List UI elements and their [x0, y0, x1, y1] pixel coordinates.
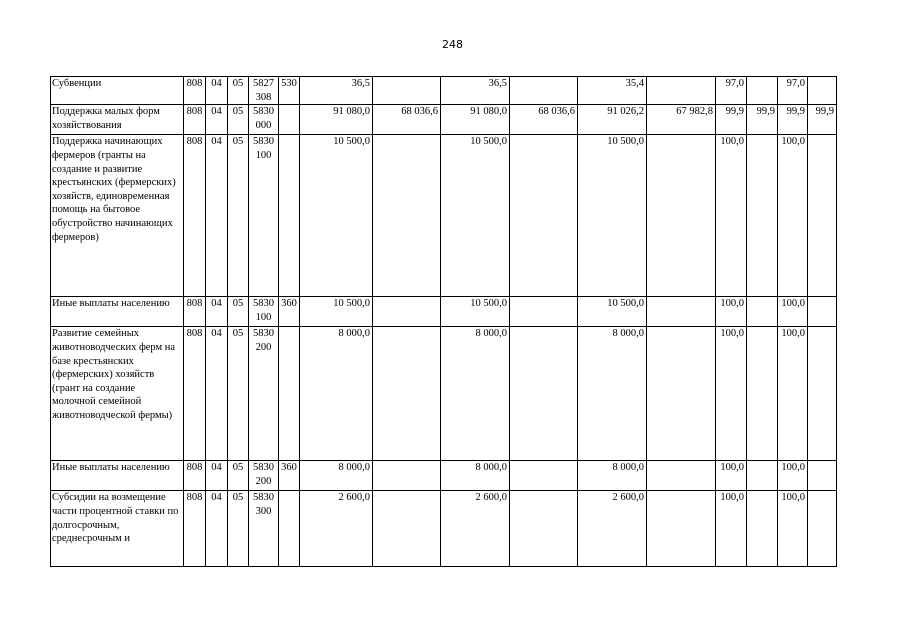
value-cell: 10 500,0	[300, 135, 373, 297]
rz-code: 04	[206, 135, 228, 297]
gr-code: 808	[184, 461, 206, 491]
pr-code: 05	[228, 105, 249, 135]
table-row	[51, 135, 837, 297]
gr-code: 808	[184, 491, 206, 567]
gr-code: 808	[184, 135, 206, 297]
row-name: Субсидии на возмещение части процентной ставки по долгосрочным, среднесрочным и	[51, 491, 184, 567]
value-cell	[647, 491, 716, 567]
percent-cell: 100,0	[716, 491, 747, 567]
table-row	[51, 77, 837, 105]
value-cell: 10 500,0	[441, 135, 510, 297]
percent-cell: 97,0	[716, 77, 747, 105]
value-cell: 2 600,0	[300, 491, 373, 567]
csr-code: 5830 200	[249, 461, 279, 491]
percent-cell: 100,0	[778, 297, 808, 327]
rz-code: 04	[206, 297, 228, 327]
percent-cell	[747, 135, 778, 297]
value-cell: 2 600,0	[441, 491, 510, 567]
percent-cell: 99,9	[778, 105, 808, 135]
value-cell	[373, 135, 441, 297]
csr-code: 5830 200	[249, 327, 279, 461]
table-row	[51, 297, 837, 327]
budget-table	[50, 76, 837, 567]
value-cell	[647, 327, 716, 461]
value-cell: 68 036,6	[373, 105, 441, 135]
percent-cell	[747, 491, 778, 567]
value-cell	[373, 327, 441, 461]
vr-code: 530	[279, 77, 300, 105]
percent-cell	[747, 461, 778, 491]
row-name: Развитие семейных животноводческих ферм на базе крестьянских (фермерских) хозяйств (грант на создание молочной семейной животноводческой фермы)	[51, 327, 184, 461]
row-name: Субвенции	[51, 77, 184, 105]
pr-code: 05	[228, 461, 249, 491]
value-cell: 10 500,0	[300, 297, 373, 327]
percent-cell	[808, 327, 837, 461]
csr-code: 5830 100	[249, 297, 279, 327]
value-cell	[373, 461, 441, 491]
value-cell	[647, 297, 716, 327]
pr-code: 05	[228, 491, 249, 567]
percent-cell: 100,0	[778, 327, 808, 461]
percent-cell: 100,0	[716, 461, 747, 491]
gr-code: 808	[184, 297, 206, 327]
table-row	[51, 105, 837, 135]
value-cell	[510, 297, 578, 327]
vr-code: 360	[279, 461, 300, 491]
value-cell	[510, 491, 578, 567]
value-cell: 10 500,0	[441, 297, 510, 327]
value-cell: 10 500,0	[578, 135, 647, 297]
value-cell: 2 600,0	[578, 491, 647, 567]
percent-cell	[747, 77, 778, 105]
percent-cell: 99,9	[747, 105, 778, 135]
value-cell: 91 026,2	[578, 105, 647, 135]
pr-code: 05	[228, 327, 249, 461]
pr-code: 05	[228, 297, 249, 327]
table-row	[51, 327, 837, 461]
value-cell: 36,5	[300, 77, 373, 105]
percent-cell: 100,0	[778, 491, 808, 567]
vr-code: 360	[279, 297, 300, 327]
percent-cell	[808, 461, 837, 491]
percent-cell: 100,0	[716, 327, 747, 461]
value-cell	[647, 461, 716, 491]
csr-code: 5830 100	[249, 135, 279, 297]
table-row	[51, 461, 837, 491]
value-cell: 8 000,0	[441, 461, 510, 491]
vr-code	[279, 327, 300, 461]
value-cell: 8 000,0	[300, 461, 373, 491]
value-cell: 91 080,0	[300, 105, 373, 135]
value-cell: 10 500,0	[578, 297, 647, 327]
vr-code	[279, 105, 300, 135]
value-cell	[373, 297, 441, 327]
row-name: Поддержка малых форм хозяйствования	[51, 105, 184, 135]
rz-code: 04	[206, 77, 228, 105]
value-cell: 36,5	[441, 77, 510, 105]
value-cell	[373, 491, 441, 567]
percent-cell	[808, 135, 837, 297]
rz-code: 04	[206, 461, 228, 491]
value-cell: 8 000,0	[578, 327, 647, 461]
percent-cell	[747, 327, 778, 461]
value-cell	[647, 77, 716, 105]
percent-cell	[808, 77, 837, 105]
gr-code: 808	[184, 327, 206, 461]
page-number: 248	[442, 38, 463, 51]
percent-cell	[808, 297, 837, 327]
value-cell	[373, 77, 441, 105]
vr-code	[279, 491, 300, 567]
row-name: Поддержка начинающих фермеров (гранты на создание и развитие крестьянских (фермерских) хозяйств, единовременная помощь на бытовое обустройство начинающих фермеров)	[51, 135, 184, 297]
percent-cell	[808, 491, 837, 567]
value-cell	[510, 135, 578, 297]
percent-cell: 97,0	[778, 77, 808, 105]
percent-cell: 100,0	[716, 297, 747, 327]
csr-code: 5827 308	[249, 77, 279, 105]
csr-code: 5830 000	[249, 105, 279, 135]
percent-cell: 100,0	[778, 461, 808, 491]
gr-code: 808	[184, 77, 206, 105]
percent-cell: 100,0	[778, 135, 808, 297]
row-name: Иные выплаты населению	[51, 297, 184, 327]
table-row	[51, 491, 837, 567]
value-cell: 35,4	[578, 77, 647, 105]
rz-code: 04	[206, 491, 228, 567]
csr-code: 5830 300	[249, 491, 279, 567]
gr-code: 808	[184, 105, 206, 135]
value-cell: 8 000,0	[441, 327, 510, 461]
percent-cell: 99,9	[716, 105, 747, 135]
rz-code: 04	[206, 327, 228, 461]
row-name: Иные выплаты населению	[51, 461, 184, 491]
value-cell	[510, 327, 578, 461]
value-cell: 67 982,8	[647, 105, 716, 135]
value-cell	[510, 461, 578, 491]
vr-code	[279, 135, 300, 297]
rz-code: 04	[206, 105, 228, 135]
value-cell	[647, 135, 716, 297]
value-cell	[510, 77, 578, 105]
value-cell: 91 080,0	[441, 105, 510, 135]
value-cell: 8 000,0	[300, 327, 373, 461]
percent-cell: 99,9	[808, 105, 837, 135]
percent-cell: 100,0	[716, 135, 747, 297]
value-cell: 68 036,6	[510, 105, 578, 135]
pr-code: 05	[228, 77, 249, 105]
percent-cell	[747, 297, 778, 327]
value-cell: 8 000,0	[578, 461, 647, 491]
pr-code: 05	[228, 135, 249, 297]
